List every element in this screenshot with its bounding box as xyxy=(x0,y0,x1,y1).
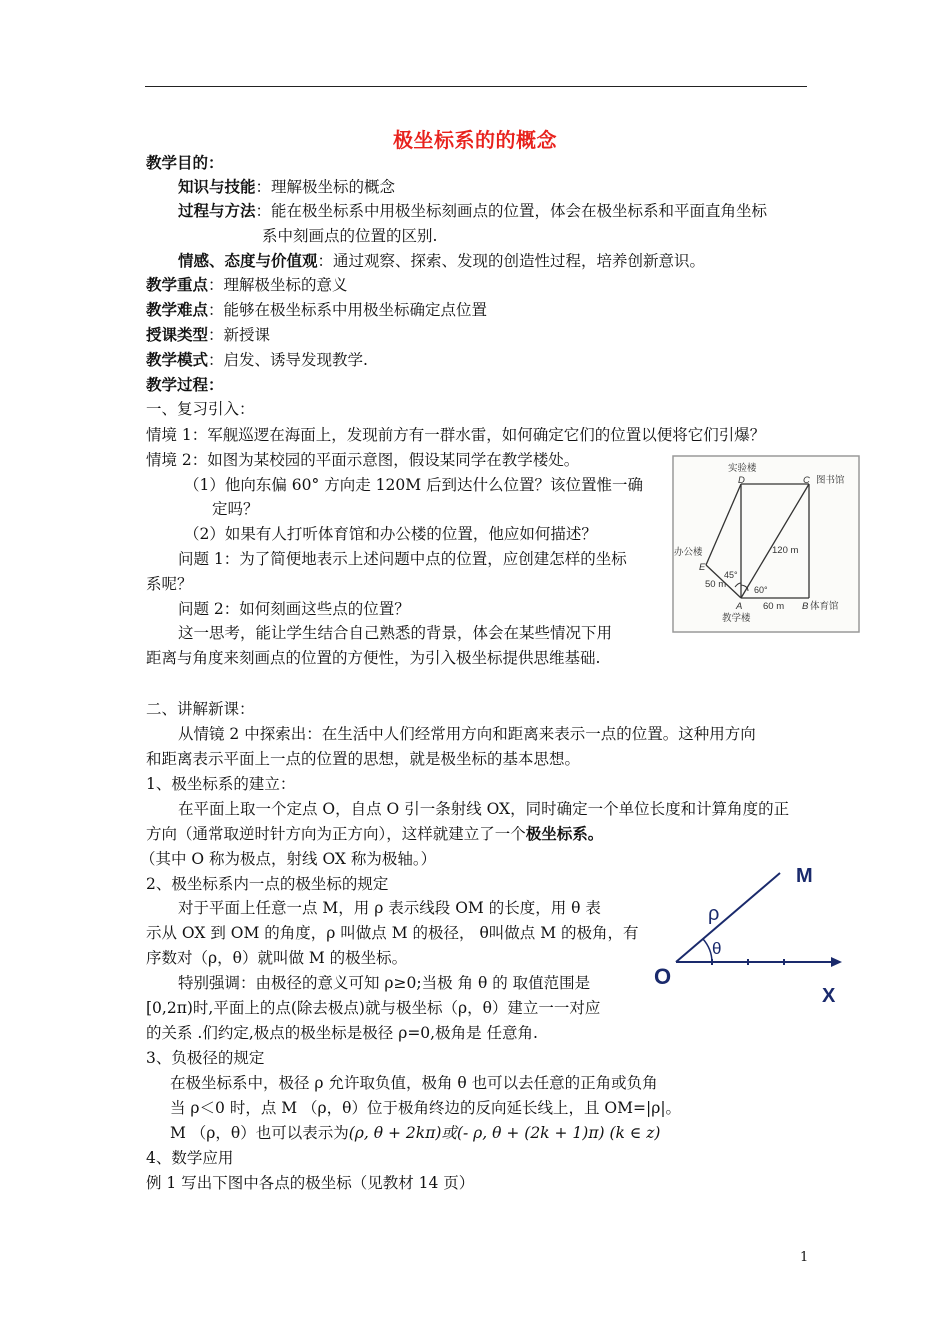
question-1a: （1）他向东偏 60° 方向走 120M 后到达什么位置？该位置惟一确 xyxy=(184,476,644,494)
lesson-type-text: 新授课 xyxy=(223,326,271,344)
heading-3: 3、负极径的规定 xyxy=(146,1049,265,1067)
label-x: X xyxy=(822,985,836,1007)
text-3c: M （ρ，θ）也可以表示为 xyxy=(170,1124,349,1142)
text-1a: 在平面上取一个定点 O，自点 O 引一条射线 OX，同时确定一个单位长度和计算角度的正 xyxy=(178,800,790,818)
lesson-type-line: 授课类型：新授课 xyxy=(146,325,271,344)
problem-2: 问题 2：如何刻画这些点的位置？ xyxy=(178,600,410,618)
label-library: 图书馆 xyxy=(816,475,845,486)
text-1b-line xyxy=(146,823,603,845)
text-2d: 特别强调：由极径的意义可知 ρ≥0;当极 角 θ 的 取值范围是 xyxy=(178,974,591,992)
problem-1b: 系呢？ xyxy=(146,575,193,593)
difficulty-label: 教学难点 xyxy=(146,300,209,319)
campus-map-figure xyxy=(672,455,860,633)
header-rule xyxy=(145,86,807,87)
text-2e: [0,2π)时,平面上的点(除去极点)就与极坐标（ρ，θ）建立一一对应 xyxy=(146,999,601,1017)
text-3a: 在极坐标系中，极径 ρ 允许取负值，极角 θ 也可以去任意的正角或负角 xyxy=(170,1074,658,1092)
polar-diagram xyxy=(650,858,850,1008)
label-gym: 体育馆 xyxy=(810,601,839,612)
label-60deg: 60° xyxy=(754,585,768,595)
label-b: B xyxy=(802,601,809,612)
text-1b: 方向（通常取逆时针方向为正方向），这样就建立了一个 xyxy=(146,825,526,843)
process-text-2: 系中刻画点的位置的区别. xyxy=(262,227,438,245)
text-1c: （其中 O 称为极点，射线 OX 称为极轴。） xyxy=(140,850,437,868)
problem-1a: 问题 1：为了简便地表示上述问题中点的位置，应创建怎样的坐标 xyxy=(178,550,627,568)
label-office: 办公楼 xyxy=(674,547,703,558)
label-45deg: 45° xyxy=(724,570,738,580)
text-2c: 序数对（ρ，θ）就叫做 M 的极坐标。 xyxy=(146,949,408,967)
knowledge-line: 知识与技能：理解极坐标的概念 xyxy=(178,177,396,196)
comment-2: 距离与角度来刻画点的位置的方便性，为引入极坐标提供思维基础. xyxy=(146,649,601,667)
label-120m: 120 m xyxy=(772,545,799,556)
key-point-label: 教学重点 xyxy=(146,275,209,294)
mode-line: 教学模式：启发、诱导发现教学. xyxy=(146,350,368,369)
page-title: 极坐标系的的概念 xyxy=(393,128,557,152)
mode-text: 启发、诱导发现教学. xyxy=(223,351,368,369)
objectives-label: 教学目的： xyxy=(146,153,224,172)
page-number: 1 xyxy=(800,1250,809,1265)
difficulty-text: 能够在极坐标系中用极坐标确定点位置 xyxy=(223,301,488,319)
section1-heading: 一、复习引入： xyxy=(146,400,255,418)
label-teaching: 教学楼 xyxy=(722,613,751,624)
label-c: C xyxy=(803,475,810,486)
text-2a: 对于平面上任意一点 M，用 ρ 表示线段 OM 的长度，用 θ 表 xyxy=(178,899,601,917)
process-text: 能在极坐标系中用极坐标刻画点的位置，体会在极坐标系和平面直角坐标 xyxy=(271,202,768,220)
label-e: E xyxy=(699,562,706,573)
label-60m: 60 m xyxy=(763,601,785,612)
question-1b: 定吗？ xyxy=(212,500,259,518)
label-50m: 50 m xyxy=(705,579,727,590)
emotion-line: 情感、态度与价值观：通过观察、探索、发现的创造性过程，培养创新意识。 xyxy=(178,251,706,270)
mode-label: 教学模式 xyxy=(146,350,209,369)
process-heading: 教学过程： xyxy=(146,375,224,394)
label-rho: ρ xyxy=(708,903,720,925)
negative-radius-formula: (ρ, θ + 2kπ)或(- ρ, θ + (2k + 1)π) (k ∈ z) xyxy=(348,1124,661,1142)
comment-1: 这一思考，能让学生结合自己熟悉的背景，体会在某些情况下用 xyxy=(178,624,613,642)
label-m: M xyxy=(796,865,813,887)
text-2b: 示从 OX 到 OM 的角度，ρ 叫做点 M 的极径， θ叫做点 M 的极角，有 xyxy=(146,924,639,942)
heading-2: 2、极坐标系内一点的极坐标的规定 xyxy=(146,875,389,893)
text-3c-line xyxy=(170,1122,660,1144)
intro-2: 和距离表示平面上一点的位置的思想，就是极坐标的基本思想。 xyxy=(146,750,581,768)
ray-om xyxy=(676,873,780,962)
emotion-label: 情感、态度与价值观 xyxy=(178,251,318,270)
difficulty-line: 教学难点：能够在极坐标系中用极坐标确定点位置 xyxy=(146,300,488,319)
label-a: A xyxy=(736,601,743,612)
text-2f: 的关系 .们约定,极点的极坐标是极径 ρ=0,极角是 任意角. xyxy=(146,1024,538,1042)
polar-system-term: 极坐标系。 xyxy=(525,824,604,843)
process-line: 过程与方法：能在极坐标系中用极坐标刻画点的位置，体会在极坐标系和平面直角坐标 xyxy=(178,201,768,220)
emotion-text: 通过观察、探索、发现的创造性过程，培养创新意识。 xyxy=(333,252,706,270)
key-point-text: 理解极坐标的意义 xyxy=(223,276,348,294)
heading-4: 4、数学应用 xyxy=(146,1149,234,1167)
text-3b: 当 ρ＜0 时，点 M （ρ，θ）位于极角终边的反向延长线上，且 OM=|ρ|。 xyxy=(170,1099,682,1117)
scenario-1: 情境 1：军舰巡逻在海面上，发现前方有一群水雷，如何确定它们的位置以便将它们引爆？ xyxy=(146,426,766,444)
scenario-2: 情境 2：如图为某校园的平面示意图，假设某同学在教学楼处。 xyxy=(146,451,580,469)
knowledge-text: 理解极坐标的概念 xyxy=(271,178,396,196)
polar-axis-arrow xyxy=(831,957,842,967)
label-o: O xyxy=(654,964,672,989)
lesson-type-label: 授课类型 xyxy=(146,325,209,344)
knowledge-label: 知识与技能 xyxy=(178,177,256,196)
heading-1: 1、极坐标系的建立： xyxy=(146,775,296,793)
label-theta: θ xyxy=(712,939,722,958)
example-1: 例 1 写出下图中各点的极坐标（见教材 14 页） xyxy=(146,1174,475,1192)
question-2: （2）如果有人打听体育馆和办公楼的位置，他应如何描述？ xyxy=(184,525,597,543)
theta-arc xyxy=(703,939,712,962)
process-label: 过程与方法 xyxy=(178,201,256,220)
intro-1: 从情镜 2 中探索出：在生活中人们经常用方向和距离来表示一点的位置。这种用方向 xyxy=(178,725,756,743)
section2-heading: 二、讲解新课： xyxy=(146,700,255,718)
key-point-line: 教学重点：理解极坐标的意义 xyxy=(146,275,348,294)
label-d: D xyxy=(738,475,745,486)
label-lab: 实验楼 xyxy=(728,463,757,474)
